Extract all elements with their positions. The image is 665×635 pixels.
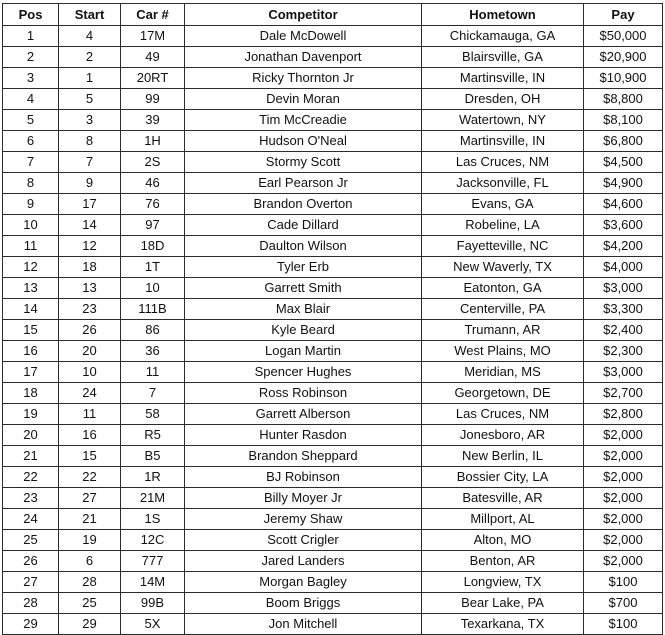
cell-pos: 12: [3, 257, 59, 278]
cell-competitor: Boom Briggs: [185, 593, 422, 614]
table-row: [3, 47, 663, 68]
cell-pos: 27: [3, 572, 59, 593]
cell-competitor: Ricky Thornton Jr: [185, 68, 422, 89]
results-table-container: [2, 3, 663, 635]
cell-competitor: Tyler Erb: [185, 257, 422, 278]
header-pay: Pay: [584, 4, 663, 26]
cell-pay: $2,700: [584, 383, 663, 404]
cell-pos: 7: [3, 152, 59, 173]
cell-competitor: Jeremy Shaw: [185, 509, 422, 530]
cell-start: 8: [59, 131, 121, 152]
cell-pay: $8,800: [584, 89, 663, 110]
cell-hometown: Batesville, AR: [422, 488, 584, 509]
cell-start: 15: [59, 446, 121, 467]
cell-competitor: Hudson O'Neal: [185, 131, 422, 152]
cell-hometown: New Waverly, TX: [422, 257, 584, 278]
cell-pay: $2,000: [584, 530, 663, 551]
cell-competitor: Brandon Overton: [185, 194, 422, 215]
cell-pos: 29: [3, 614, 59, 635]
table-row: [3, 236, 663, 257]
cell-competitor: Tim McCreadie: [185, 110, 422, 131]
results-table: [2, 3, 663, 635]
cell-pos: 19: [3, 404, 59, 425]
cell-pay: $8,100: [584, 110, 663, 131]
header-competitor: Competitor: [185, 4, 422, 26]
cell-competitor: Brandon Sheppard: [185, 446, 422, 467]
cell-car-number: 11: [121, 362, 185, 383]
cell-start: 27: [59, 488, 121, 509]
cell-hometown: New Berlin, IL: [422, 446, 584, 467]
cell-start: 13: [59, 278, 121, 299]
table-row: [3, 89, 663, 110]
cell-start: 5: [59, 89, 121, 110]
cell-start: 22: [59, 467, 121, 488]
cell-pos: 4: [3, 89, 59, 110]
cell-pay: $2,000: [584, 488, 663, 509]
cell-car-number: R5: [121, 425, 185, 446]
cell-hometown: Fayetteville, NC: [422, 236, 584, 257]
table-row: [3, 593, 663, 614]
cell-hometown: Martinsville, IN: [422, 68, 584, 89]
cell-pay: $3,600: [584, 215, 663, 236]
cell-hometown: Dresden, OH: [422, 89, 584, 110]
cell-pay: $4,000: [584, 257, 663, 278]
table-row: [3, 467, 663, 488]
table-row: [3, 299, 663, 320]
cell-start: 14: [59, 215, 121, 236]
cell-start: 28: [59, 572, 121, 593]
cell-pay: $4,500: [584, 152, 663, 173]
cell-pay: $20,900: [584, 47, 663, 68]
cell-pay: $100: [584, 572, 663, 593]
cell-car-number: 76: [121, 194, 185, 215]
cell-pos: 11: [3, 236, 59, 257]
cell-competitor: Daulton Wilson: [185, 236, 422, 257]
cell-car-number: 36: [121, 341, 185, 362]
cell-start: 21: [59, 509, 121, 530]
cell-start: 29: [59, 614, 121, 635]
cell-competitor: Billy Moyer Jr: [185, 488, 422, 509]
cell-car-number: 18D: [121, 236, 185, 257]
table-body: [3, 26, 663, 635]
cell-start: 6: [59, 551, 121, 572]
cell-hometown: Alton, MO: [422, 530, 584, 551]
table-row: [3, 572, 663, 593]
cell-hometown: Bossier City, LA: [422, 467, 584, 488]
cell-car-number: 12C: [121, 530, 185, 551]
cell-car-number: 39: [121, 110, 185, 131]
cell-start: 12: [59, 236, 121, 257]
table-row: [3, 383, 663, 404]
cell-pos: 2: [3, 47, 59, 68]
cell-pay: $4,600: [584, 194, 663, 215]
cell-pay: $2,000: [584, 509, 663, 530]
cell-competitor: BJ Robinson: [185, 467, 422, 488]
cell-car-number: 14M: [121, 572, 185, 593]
cell-pay: $2,400: [584, 320, 663, 341]
cell-pay: $2,000: [584, 467, 663, 488]
cell-pay: $700: [584, 593, 663, 614]
cell-hometown: Centerville, PA: [422, 299, 584, 320]
table-row: [3, 257, 663, 278]
cell-pos: 25: [3, 530, 59, 551]
cell-car-number: 777: [121, 551, 185, 572]
cell-pay: $50,000: [584, 26, 663, 47]
cell-pay: $2,800: [584, 404, 663, 425]
cell-car-number: 21M: [121, 488, 185, 509]
header-start: Start: [59, 4, 121, 26]
cell-start: 11: [59, 404, 121, 425]
cell-pos: 26: [3, 551, 59, 572]
table-row: [3, 362, 663, 383]
cell-pos: 17: [3, 362, 59, 383]
cell-car-number: B5: [121, 446, 185, 467]
cell-competitor: Cade Dillard: [185, 215, 422, 236]
cell-start: 20: [59, 341, 121, 362]
cell-pos: 9: [3, 194, 59, 215]
cell-pay: $2,000: [584, 551, 663, 572]
table-row: [3, 173, 663, 194]
cell-pos: 23: [3, 488, 59, 509]
cell-competitor: Spencer Hughes: [185, 362, 422, 383]
cell-hometown: Benton, AR: [422, 551, 584, 572]
cell-hometown: Millport, AL: [422, 509, 584, 530]
cell-car-number: 58: [121, 404, 185, 425]
cell-pay: $10,900: [584, 68, 663, 89]
cell-hometown: Las Cruces, NM: [422, 404, 584, 425]
table-row: [3, 131, 663, 152]
cell-pos: 5: [3, 110, 59, 131]
cell-pos: 28: [3, 593, 59, 614]
cell-hometown: Martinsville, IN: [422, 131, 584, 152]
cell-hometown: Bear Lake, PA: [422, 593, 584, 614]
table-row: [3, 488, 663, 509]
cell-start: 23: [59, 299, 121, 320]
cell-competitor: Garrett Smith: [185, 278, 422, 299]
cell-competitor: Scott Crigler: [185, 530, 422, 551]
cell-car-number: 46: [121, 173, 185, 194]
header-hometown: Hometown: [422, 4, 584, 26]
cell-competitor: Morgan Bagley: [185, 572, 422, 593]
cell-hometown: Meridian, MS: [422, 362, 584, 383]
header-pos: Pos: [3, 4, 59, 26]
cell-start: 16: [59, 425, 121, 446]
table-header: [3, 4, 663, 26]
table-row: [3, 614, 663, 635]
cell-competitor: Hunter Rasdon: [185, 425, 422, 446]
cell-competitor: Garrett Alberson: [185, 404, 422, 425]
cell-pos: 13: [3, 278, 59, 299]
cell-hometown: Trumann, AR: [422, 320, 584, 341]
cell-hometown: Chickamauga, GA: [422, 26, 584, 47]
cell-start: 10: [59, 362, 121, 383]
cell-pos: 24: [3, 509, 59, 530]
cell-start: 25: [59, 593, 121, 614]
cell-competitor: Dale McDowell: [185, 26, 422, 47]
cell-pay: $3,300: [584, 299, 663, 320]
cell-pay: $4,900: [584, 173, 663, 194]
cell-pay: $6,800: [584, 131, 663, 152]
cell-car-number: 20RT: [121, 68, 185, 89]
cell-pos: 18: [3, 383, 59, 404]
cell-pos: 14: [3, 299, 59, 320]
cell-competitor: Ross Robinson: [185, 383, 422, 404]
cell-pay: $100: [584, 614, 663, 635]
cell-competitor: Kyle Beard: [185, 320, 422, 341]
table-row: [3, 320, 663, 341]
cell-start: 24: [59, 383, 121, 404]
cell-hometown: Watertown, NY: [422, 110, 584, 131]
cell-pos: 1: [3, 26, 59, 47]
cell-competitor: Max Blair: [185, 299, 422, 320]
cell-car-number: 1R: [121, 467, 185, 488]
table-row: [3, 215, 663, 236]
cell-start: 7: [59, 152, 121, 173]
cell-competitor: Earl Pearson Jr: [185, 173, 422, 194]
cell-pos: 10: [3, 215, 59, 236]
cell-start: 18: [59, 257, 121, 278]
cell-hometown: Robeline, LA: [422, 215, 584, 236]
cell-car-number: 7: [121, 383, 185, 404]
cell-car-number: 1H: [121, 131, 185, 152]
cell-car-number: 1S: [121, 509, 185, 530]
cell-start: 2: [59, 47, 121, 68]
cell-hometown: Las Cruces, NM: [422, 152, 584, 173]
header-row: [3, 4, 663, 26]
cell-car-number: 1T: [121, 257, 185, 278]
cell-start: 19: [59, 530, 121, 551]
cell-pay: $3,000: [584, 362, 663, 383]
cell-competitor: Jon Mitchell: [185, 614, 422, 635]
table-row: [3, 152, 663, 173]
cell-hometown: Georgetown, DE: [422, 383, 584, 404]
table-row: [3, 509, 663, 530]
cell-car-number: 99: [121, 89, 185, 110]
cell-car-number: 10: [121, 278, 185, 299]
cell-pay: $2,000: [584, 425, 663, 446]
cell-car-number: 49: [121, 47, 185, 68]
cell-car-number: 111B: [121, 299, 185, 320]
cell-hometown: West Plains, MO: [422, 341, 584, 362]
table-row: [3, 530, 663, 551]
cell-car-number: 2S: [121, 152, 185, 173]
cell-pay: $3,000: [584, 278, 663, 299]
cell-start: 26: [59, 320, 121, 341]
cell-car-number: 5X: [121, 614, 185, 635]
cell-pos: 16: [3, 341, 59, 362]
cell-competitor: Stormy Scott: [185, 152, 422, 173]
cell-hometown: Evans, GA: [422, 194, 584, 215]
table-row: [3, 110, 663, 131]
header-car-number: Car #: [121, 4, 185, 26]
table-row: [3, 68, 663, 89]
cell-hometown: Texarkana, TX: [422, 614, 584, 635]
table-row: [3, 404, 663, 425]
cell-car-number: 97: [121, 215, 185, 236]
cell-pay: $2,000: [584, 446, 663, 467]
cell-hometown: Longview, TX: [422, 572, 584, 593]
table-row: [3, 194, 663, 215]
cell-competitor: Jonathan Davenport: [185, 47, 422, 68]
cell-pos: 3: [3, 68, 59, 89]
cell-start: 4: [59, 26, 121, 47]
cell-hometown: Blairsville, GA: [422, 47, 584, 68]
cell-pos: 20: [3, 425, 59, 446]
table-row: [3, 278, 663, 299]
table-row: [3, 551, 663, 572]
cell-pay: $2,300: [584, 341, 663, 362]
cell-competitor: Jared Landers: [185, 551, 422, 572]
cell-pos: 8: [3, 173, 59, 194]
table-row: [3, 341, 663, 362]
cell-car-number: 17M: [121, 26, 185, 47]
cell-competitor: Logan Martin: [185, 341, 422, 362]
cell-hometown: Eatonton, GA: [422, 278, 584, 299]
cell-start: 1: [59, 68, 121, 89]
cell-pos: 22: [3, 467, 59, 488]
cell-start: 17: [59, 194, 121, 215]
table-row: [3, 26, 663, 47]
cell-car-number: 99B: [121, 593, 185, 614]
cell-hometown: Jonesboro, AR: [422, 425, 584, 446]
cell-car-number: 86: [121, 320, 185, 341]
cell-hometown: Jacksonville, FL: [422, 173, 584, 194]
cell-pos: 6: [3, 131, 59, 152]
cell-pos: 21: [3, 446, 59, 467]
cell-start: 9: [59, 173, 121, 194]
table-row: [3, 446, 663, 467]
cell-competitor: Devin Moran: [185, 89, 422, 110]
table-row: [3, 425, 663, 446]
cell-start: 3: [59, 110, 121, 131]
cell-pay: $4,200: [584, 236, 663, 257]
cell-pos: 15: [3, 320, 59, 341]
